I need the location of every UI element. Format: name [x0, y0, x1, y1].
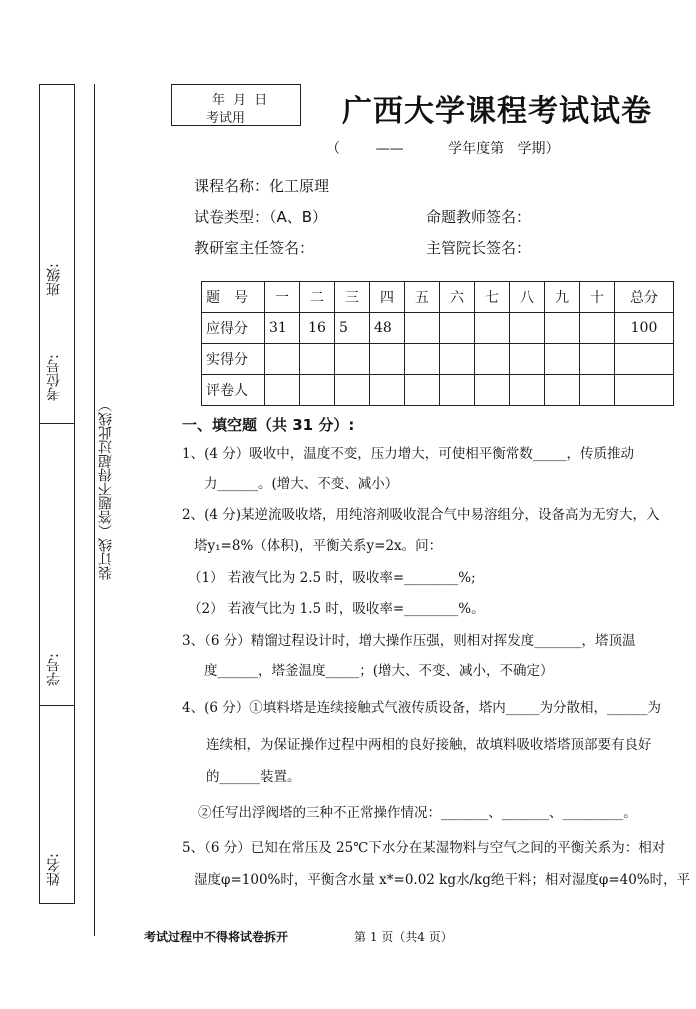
table-cell: [475, 344, 510, 375]
table-cell: [300, 344, 335, 375]
table-row: [202, 282, 674, 313]
footer-notice: 考试过程中不得将试卷拆开: [144, 930, 289, 944]
director-sign: 教研室主任签名：: [194, 239, 315, 257]
margin-divider: [40, 423, 74, 424]
question-line: 5、（6 分）已知在常压及 25℃下水分在某湿物料与空气之间的平衡关系为：相对: [182, 840, 666, 856]
table-cell: [580, 344, 615, 375]
question-line: 力______。(增大、不变、减小）: [204, 476, 399, 492]
table-row: [202, 344, 674, 375]
name-label: 姓名:: [46, 853, 62, 887]
table-cell: 四: [370, 282, 405, 313]
table-cell: 二: [300, 282, 335, 313]
table-cell: [300, 375, 335, 406]
paper-type: 试卷类型：（A、B）: [194, 208, 328, 226]
question-line: （2） 若液气比为 1.5 时，吸收率=________%。: [188, 601, 485, 617]
table-cell: [580, 313, 615, 344]
date-use: 考试用: [206, 111, 246, 126]
table-cell: [405, 344, 440, 375]
page-number: 第 1 页（共4 页）: [354, 930, 453, 944]
table-cell: [440, 375, 475, 406]
table-cell: [440, 313, 475, 344]
table-cell: [510, 313, 545, 344]
table-cell: 实得分: [202, 344, 265, 375]
table-cell: 六: [440, 282, 475, 313]
section-title: 一、填空题（共 31 分）:: [182, 416, 355, 434]
question-line: 连续相，为保证操作过程中两相的良好接触，故填料吸收塔塔顶部要有良好: [206, 737, 652, 753]
table-cell: [615, 344, 674, 375]
course-name: 课程名称：化工原理: [194, 177, 330, 195]
table-cell: [510, 344, 545, 375]
binding-text: 装订线（答题不得超过此线）: [98, 398, 114, 580]
score-table: [201, 281, 674, 406]
table-cell: 一: [265, 282, 300, 313]
table-cell: [440, 344, 475, 375]
table-cell: 总分: [615, 282, 674, 313]
table-cell: 十: [580, 282, 615, 313]
date-box: [171, 84, 301, 126]
table-cell: 三: [335, 282, 370, 313]
table-cell: 48: [370, 313, 405, 344]
table-cell: 31: [265, 313, 300, 344]
question-line: 的______装置。: [206, 769, 301, 785]
binding-margin-box: [39, 84, 75, 904]
page-title: 广西大学课程考试试卷: [342, 94, 652, 129]
date-line: 年 月 日: [212, 93, 270, 108]
table-cell: 100: [615, 313, 674, 344]
table-cell: [265, 344, 300, 375]
margin-divider: [40, 705, 74, 706]
table-row: [202, 375, 674, 406]
question-line: 3、（6 分）精馏过程设计时，增大操作压强，则相对挥发度_______，塔顶温: [182, 633, 636, 649]
table-cell: [370, 344, 405, 375]
class-label: 班级:: [46, 263, 62, 297]
question-line: 湿度φ=100%时，平衡含水量 x*=0.02 kg水/kg绝干料；相对湿度φ=40%时，平: [194, 872, 691, 888]
table-cell: [510, 375, 545, 406]
table-cell: [335, 344, 370, 375]
table-cell: [615, 375, 674, 406]
table-cell: [545, 375, 580, 406]
table-cell: [545, 344, 580, 375]
student-id-label: 学号:: [46, 653, 62, 687]
setter-sign: 命题教师签名：: [426, 208, 532, 226]
table-cell: [475, 375, 510, 406]
table-cell: 评卷人: [202, 375, 265, 406]
table-cell: [335, 375, 370, 406]
table-row: [202, 313, 674, 344]
binding-line: [94, 84, 95, 936]
table-cell: 16: [300, 313, 335, 344]
table-cell: [370, 375, 405, 406]
academic-year: （ —— 学年度第 学期）: [326, 141, 560, 157]
table-cell: [580, 375, 615, 406]
question-line: （1） 若液气比为 2.5 时，吸收率=________%;: [188, 570, 476, 586]
question-line: ②任写出浮阀塔的三种不正常操作情况：_______、_______、_________。: [198, 805, 637, 821]
seat-label: 考位号:: [46, 354, 62, 402]
question-line: 2、(4 分)某逆流吸收塔，用纯溶剂吸收混合气中易溶组分，设备高为无穷大，入: [182, 507, 660, 523]
table-cell: 五: [405, 282, 440, 313]
table-cell: 题 号: [202, 282, 265, 313]
question-line: 度______，塔釜温度_____；(增大、不变、减小，不确定）: [204, 663, 554, 679]
table-cell: [475, 313, 510, 344]
table-cell: 七: [475, 282, 510, 313]
table-cell: [405, 375, 440, 406]
question-line: 1、(4 分）吸收中，温度不变，压力增大，可使相平衡常数_____，传质推动: [182, 446, 634, 462]
table-cell: [545, 313, 580, 344]
table-cell: 九: [545, 282, 580, 313]
table-cell: 应得分: [202, 313, 265, 344]
dean-sign: 主管院长签名：: [426, 239, 532, 257]
table-cell: 5: [335, 313, 370, 344]
table-cell: [405, 313, 440, 344]
question-line: 4、(6 分）①填料塔是连续接触式气液传质设备，塔内_____为分散相，______为: [182, 700, 661, 716]
table-cell: 八: [510, 282, 545, 313]
table-cell: [265, 375, 300, 406]
question-line: 塔y₁=8%（体积)，平衡关系y=2x。问：: [194, 538, 443, 554]
